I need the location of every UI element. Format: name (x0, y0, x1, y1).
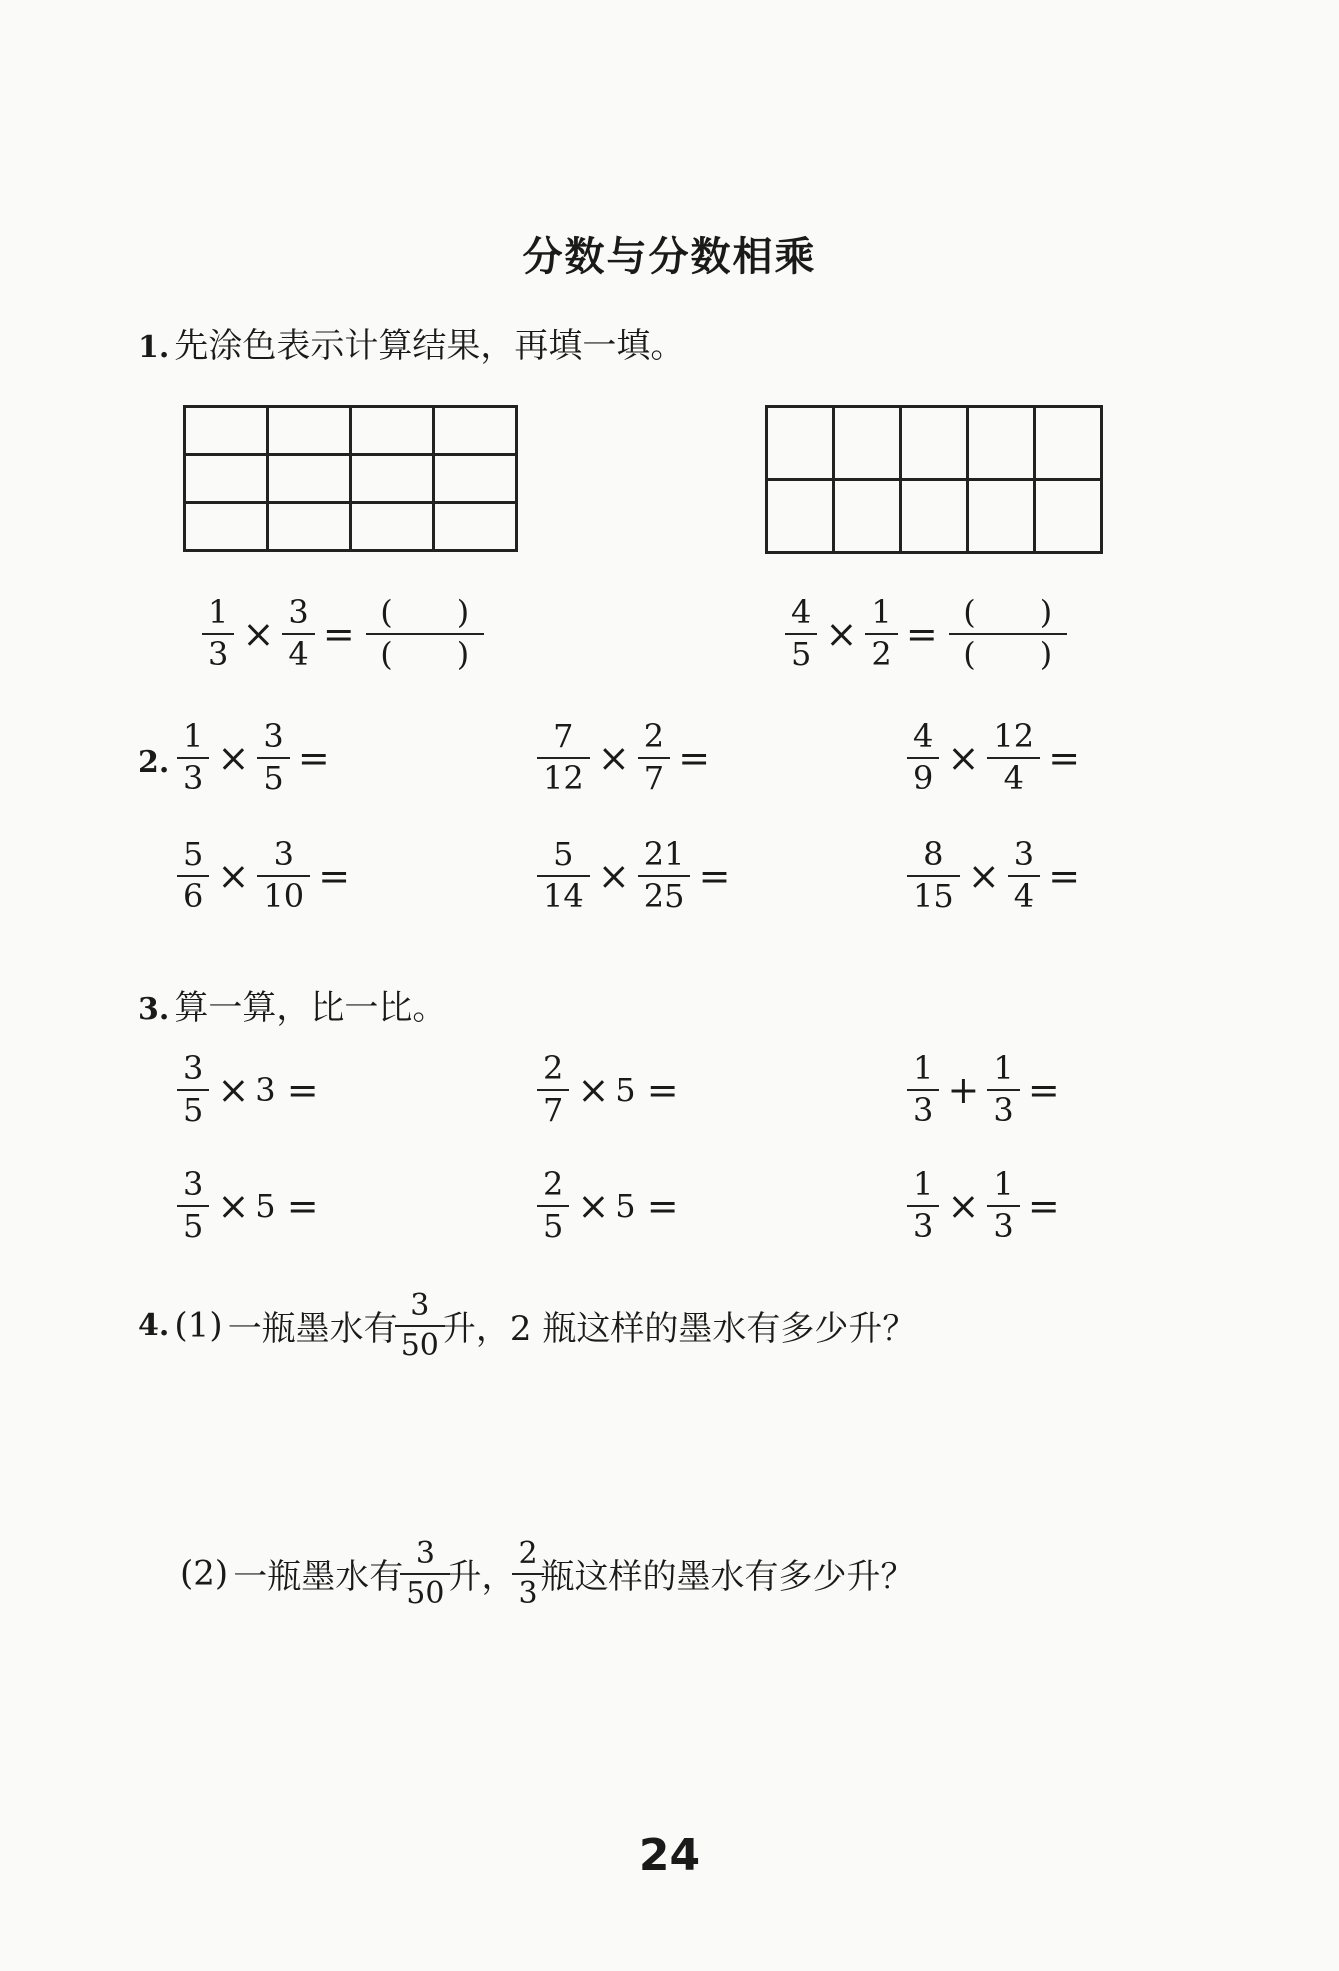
q2-item-3: $\frac{4}{9}$ × $\frac{12}{4}$ = (910, 720, 1086, 795)
q2-item-2: $\frac{7}{12}$ × $\frac{2}{7}$ = (540, 720, 716, 795)
q3-item-1: $\frac{3}{5}$ × 3 = (180, 1052, 325, 1127)
question-3-header (138, 980, 446, 1029)
q2-item-6: $\frac{8}{15}$ × $\frac{3}{4}$ = (910, 838, 1086, 913)
q1-right-expression: $\frac{4}{5}$ × $\frac{1}{2}$ = $\frac{( )}{( )}$ (788, 596, 1067, 671)
grid-3x4[interactable] (183, 405, 518, 552)
q3-item-5: $\frac{2}{5}$ × 5 = (540, 1168, 685, 1243)
q3-item-6: $\frac{1}{3}$ × $\frac{1}{3}$ = (910, 1168, 1066, 1243)
page-title: 分数与分数相乘 (522, 234, 817, 280)
q2-item-4: $\frac{5}{6}$ × $\frac{3}{10}$ = (180, 838, 356, 913)
answer-blank[interactable]: $\frac{( )}{( )}$ (366, 596, 484, 671)
question-text: 先涂色表示计算结果，再填一填。 (174, 326, 685, 366)
page-number: 24 (638, 1830, 701, 1881)
question-number: 1. (138, 330, 170, 365)
answer-blank[interactable]: $\frac{( )}{( )}$ (949, 596, 1067, 671)
q2-item-5: $\frac{5}{14}$ × $\frac{21}{25}$ = (540, 838, 736, 913)
q2-item-1: $\frac{1}{3}$ × $\frac{3}{5}$ = (180, 720, 336, 795)
q3-item-2: $\frac{2}{7}$ × 5 = (540, 1052, 685, 1127)
q3-item-3: $\frac{1}{3}$ + $\frac{1}{3}$ = (910, 1052, 1066, 1127)
question-number: 4. (138, 1308, 170, 1343)
q1-left-expression: $\frac{1}{3}$ × $\frac{3}{4}$ = $\frac{( )}{( )}$ (205, 596, 484, 671)
question-number: 2. (138, 745, 170, 780)
question-4-part-1: 4. (1) 一瓶墨水有 $\frac{3}{50}$ 升，2 瓶这样的墨水有多少升？ (138, 1288, 917, 1363)
question-text: 算一算，比一比。 (174, 988, 447, 1028)
question-number: 3. (138, 992, 170, 1027)
q3-item-4: $\frac{3}{5}$ × 5 = (180, 1168, 325, 1243)
grid-2x5[interactable] (765, 405, 1103, 554)
question-1-header (138, 318, 684, 367)
question-4-part-2: (2) 一瓶墨水有 $\frac{3}{50}$ 升， $\frac{2}{3}$ 瓶这样的墨水有多少升？ (180, 1536, 915, 1611)
